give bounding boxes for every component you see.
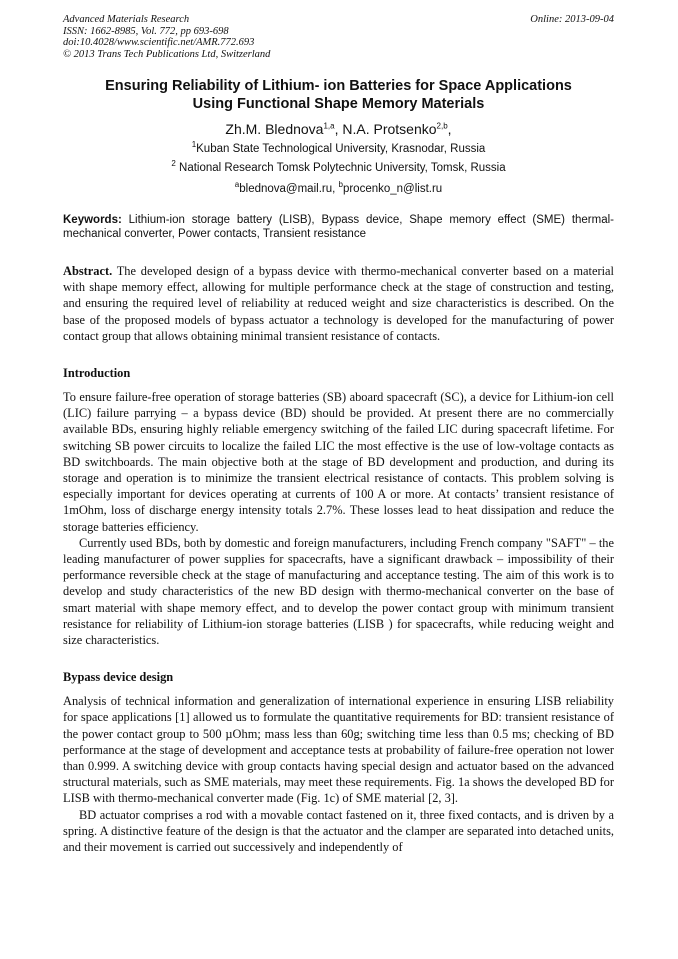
keywords-text: Lithium-ion storage battery (LISB), Bypass device, Shape memory effect (SME) thermal-mechanical converter, Power contacts, Transient resistance [63,214,614,240]
abstract-block [63,263,614,344]
section-heading-introduction: Introduction [63,366,131,381]
copyright-line: © 2013 Trans Tech Publications Ltd, Switzerland [63,48,271,60]
paper-page [63,14,614,855]
author-list [63,121,614,137]
affiliation-number: 1 [191,140,197,150]
author-name: N.A. Protsenko [342,121,437,137]
email-superscript: b [338,180,343,190]
email-superscript: a [234,180,240,190]
title-line-2: Using Functional Shape Memory Materials [192,95,485,112]
section-heading-bypass-device-design: Bypass device design [63,670,174,685]
author-trailing: , [447,121,452,137]
author-superscript: 1,a [323,121,335,131]
keywords-block [63,213,614,241]
affiliation-text: National Research Tomsk Polytechnic University, Tomsk, Russia [175,162,506,174]
affiliation-number: 2 [171,159,176,169]
title-line-1: Ensuring Reliability of Lithium- ion Batteries for Space Applications [105,78,572,94]
affiliation-2 [63,159,614,174]
abstract-text: The developed design of a bypass device with thermo-mechanical converter based on a material with shape memory effect, allowing for multiple performance check at the stage of construction and testing, and ensuring the required level of reliability at reduced weight and size characteristics is described. On the base of the proposed models of bypass actuator a technology is developed for the manufacturing of power contact group that allows obtaining minimal transient resistance of contacts. [63,264,614,343]
bypass-body [63,693,614,855]
email-link[interactable]: procenko_n@list.ru [342,183,443,195]
doi-line: doi:10.4028/www.scientific.net/AMR.772.693 [63,37,255,48]
keywords-label: Keywords: [63,214,122,226]
paragraph: To ensure failure-free operation of storage batteries (SB) aboard spacecraft (SC), a device for Lithium-ion cell (LIC) failure parrying – a bypass device (BD) should be provided. At present there are no commercially available BDs, ensuring highly reliable emergency switching of the failed LIC during spacecraft lifetime. For switching SB power circuits to localize the failed LIC the most effective is the use of low-voltage contacts as BD switchboards. The main objective both at the stage of BD development and production, and during its storage and operation is to minimize the transient electrical resistance of contacts. This problem solving is especially important for devices operating at currents of 100 A or more. At contacts’ transient resistance of 1mOhm, loss of discharge energy intensity totals 2.7%. These losses lead to heat dissipation and reduce the storage batteries efficiency. [63,390,614,534]
author-emails [63,180,614,195]
abstract-label: Abstract. [63,264,113,278]
author-name: Zh.M. Blednova [225,121,324,137]
email-link[interactable]: blednova@mail.ru, [239,183,339,195]
author-separator: , [334,121,343,137]
introduction-body [63,389,614,648]
online-date: Online: 2013-09-04 [530,14,614,25]
issn-line: ISSN: 1662-8985, Vol. 772, pp 693-698 [63,25,229,37]
affiliation-text: Kuban State Technological University, Krasnodar, Russia [196,143,486,155]
paragraph: Analysis of technical information and generalization of international experience in ensuring LISB reliability for space applications [1] allowed us to formulate the quantitative requirements for BD: transient resistance of the power contact group to 500 µOhm; mass less than 60g; switching time less than 0.5 ms; checking of BD performance at the stage of development and acceptance tests at probability of failure-free operation not lower than 0.999. A switching device with group contacts having special design and actuator based on the advanced structural materials, such as SME materials, may meet these requirements. Fig. 1a shows the developed BD for LISB with thermo-mechanical converter made (Fig. 1c) of SME material [2, 3]. [63,694,614,806]
affiliation-1 [63,140,614,155]
author-superscript: 2,b [436,121,448,131]
journal-header [63,14,614,60]
journal-name: Advanced Materials Research [63,14,190,25]
paper-title [63,78,614,113]
paragraph: BD actuator comprises a rod with a movable contact fastened on it, three fixed contacts, and is driven by a spring. A distinctive feature of the design is that the actuator and the clamper are separated into detached units, and their movement is carried out successively and independently of [63,807,614,855]
paragraph: Currently used BDs, both by domestic and foreign manufacturers, including French company "SAFT" – the leading manufacturer of power supplies for spacecrafts, have a significant drawback – impossibility of their performance reversible check at the stage of manufacturing and acceptance testing. The aim of this work is to develop and study characteristics of the new BD design with thermo-mechanical converter on the base of smart material with shape memory effect, and to develop the power contact group with minimum transient resistance for reliability of Lithium-ion storage batteries (LISB ) for spacecrafts, while reducing weight and size characteristics. [63,535,614,648]
